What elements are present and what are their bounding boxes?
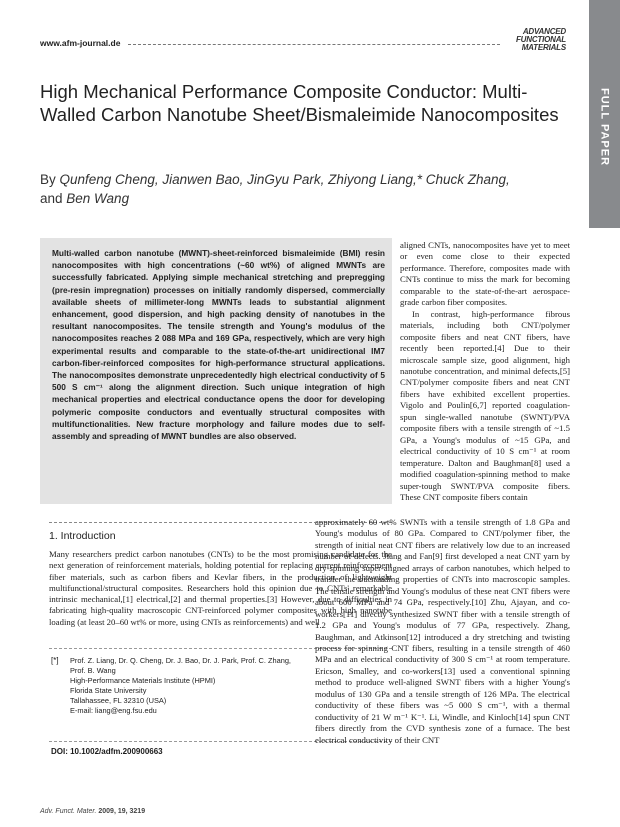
authors-and: and: [40, 191, 67, 206]
affil-line: High-Performance Materials Institute (HPMI): [70, 676, 216, 685]
author-list: [40, 170, 580, 208]
abstract-text: Multi-walled carbon nanotube (MWNT)-sheet-reinforced bismaleimide (BMI) resin nanocomposites with high concentrations (~60 wt%) of aligned MWNTs are successfully fabricated. Applying simple mechanical stretching and prepregging (pre-resin impregnation) processes on initially randomly dispersed, commercially available sheets of millimeter-long MWNTs leads to substantial alignment enhancement, good dispersion, and high packing density of nanotubes in the resultant nanocomposites. The tensile strength and Young's modulus of the nanocomposites reaches 2 088 MPa and 169 GPa, respectively, which are very high experimental results and comparable to the state-of-the-art unidirectional IM7 carbon-fiber-reinforced composites for high-performance structural applications. The nanocomposites demonstrate unprecedentedly high electrical conductivity of 5 500 S cm⁻¹ along the alignment direction. Such unique integration of high mechanical properties and electrical conductance opens the door for developing polymeric composite conductors and eventually structural composites with multifunctionalities. New fracture morphology and failure modes due to self-assembly and spreading of MWNT bundles are also observed.: [52, 248, 385, 442]
affil-email[interactable]: E-mail: liang@eng.fsu.edu: [70, 706, 157, 715]
doi[interactable]: DOI: 10.1002/adfm.200900663: [51, 747, 163, 756]
journal-logo: ADVANCED FUNCTIONAL MATERIALS: [516, 27, 566, 52]
intro-paragraph: Many researchers predict carbon nanotubes (CNTs) to be the most promising candidate for the next generation of reinforcement materials, holding potential for replacing current reinforcement fiber materials, such as carbon fibers and Kevlar fibers, in the production of lightweight multifunctional/structural composites. Researchers hold this opinion due to CNTs' remarkable intrinsic mechanical,[1] electrical,[2] and thermal properties.[3] However, due to difficulties in fabricating high-quality macroscopic CNT-reinforced polymer composites with high nanotube loading (at least 20–60 wt% or more, using CNTs as reinforcements) and well: [49, 549, 392, 627]
footnote-mark: [*]: [51, 656, 59, 665]
authors-last: Ben Wang: [66, 191, 130, 206]
authors-names: Qunfeng Cheng, Jianwen Bao, JinGyu Park, Zhiyong Liang,* Chuck Zhang,: [59, 172, 510, 187]
right-column: [400, 240, 570, 503]
right-paragraph-1: aligned CNTs, nanocomposites have yet to meet or even come close to their expected performance. Therefore, composites made with CNTs continue to miss the mark for becoming comparable to the state-of-the-art aerospace-grade carbon fiber composites.: [400, 240, 570, 308]
footer-citation: 2009, 19, 3219: [98, 808, 146, 815]
affil-line: Florida State University: [70, 686, 147, 695]
header-rule: [128, 44, 500, 45]
section-heading: 1. Introduction: [49, 530, 116, 542]
right-paragraph-2: In contrast, high-performance fibrous materials, including both CNT/polymer composite fibers and neat CNT fibers, have recently been reported.[4] Due to their microscale sample size, good alignment, high nanotube concentration, and minimal defects,[5] CNT/polymer composite fibers and neat CNT fibers have exhibited excellent properties. Vigolo and Poulin[6,7] reported coagulation-spun single-walled nanotube (SWNT)/PVA composite fibers with a tensile strength of ~1.5 GPa, a Young's modulus of ~15 GPa, and electrical conductivity of 10 S cm⁻¹ at room temperature. Dalton and Baughman[8] used a modified coagulation-spinning method to make super-tough SWNT/PVA composite fibers. These CNT composite fibers contain: [400, 308, 570, 502]
authors-prefix: By: [40, 172, 60, 187]
article-title: High Mechanical Performance Composite Conductor: Multi-Walled Carbon Nanotube Sheet/Bismaleimide Nanocomposites: [40, 81, 559, 125]
affil-line: Prof. B. Wang: [70, 666, 116, 675]
affil-line: Prof. Z. Liang, Dr. Q. Cheng, Dr. J. Bao, Dr. J. Park, Prof. C. Zhang,: [70, 656, 291, 665]
journal-url: www.afm-journal.de: [40, 38, 121, 48]
footer-journal: Adv. Funct. Mater.: [40, 808, 97, 815]
affil-line: Tallahassee, FL 32310 (USA): [70, 696, 167, 705]
side-tab-label: FULL PAPER: [598, 87, 611, 167]
page-footer: [40, 808, 570, 815]
continued-paragraph: approximately 60 wt% SWNTs with a tensile strength of 1.8 GPa and Young's modulus of 80 GPa. Compared to CNT/polymer fiber, the strength of initial neat CNT fibers are relatively low due to an increased number of defects. Jiang and Fan[9] first developed a neat CNT yarn by dry-spinning super-aligned arrays of carbon nanotubes, which helped to transfer the outstanding properties of CNTs into macroscopic samples. The tensile strength and Young's modulus of these neat CNT fibers were about 600 MPa and 74 GPa, respectively.[10] Zhu, Ajayan, and co-workers[11] directly synthesized SWNT fiber with a tensile strength of 1.2 GPa and Young's modulus of 77 GPa, respectively. Zhang, Baughman, and Atkinson[12] introduced a dry stretching and twisting process for spinning CNT fibers, resulting in a tensile strength of 460 MPa and an electrical conductivity of 300 S cm⁻¹ at room temperature. Ericson, Smalley, and co-workers[13] used a conventional spinning method to produce well-aligned SWNT fibers with a higher Young's modulus of 130 GPa and a tensile strength of 126 MPa. The electrical conductivity of these fibers was ~5 000 S cm⁻¹, with a thermal conductivity of 21 W m⁻¹ K⁻¹. Li, Windle, and Kinloch[14] spun CNT fibers directly from the CVD synthesis zone of a furnace. The best electrical conductivity of their CNT: [315, 517, 570, 745]
